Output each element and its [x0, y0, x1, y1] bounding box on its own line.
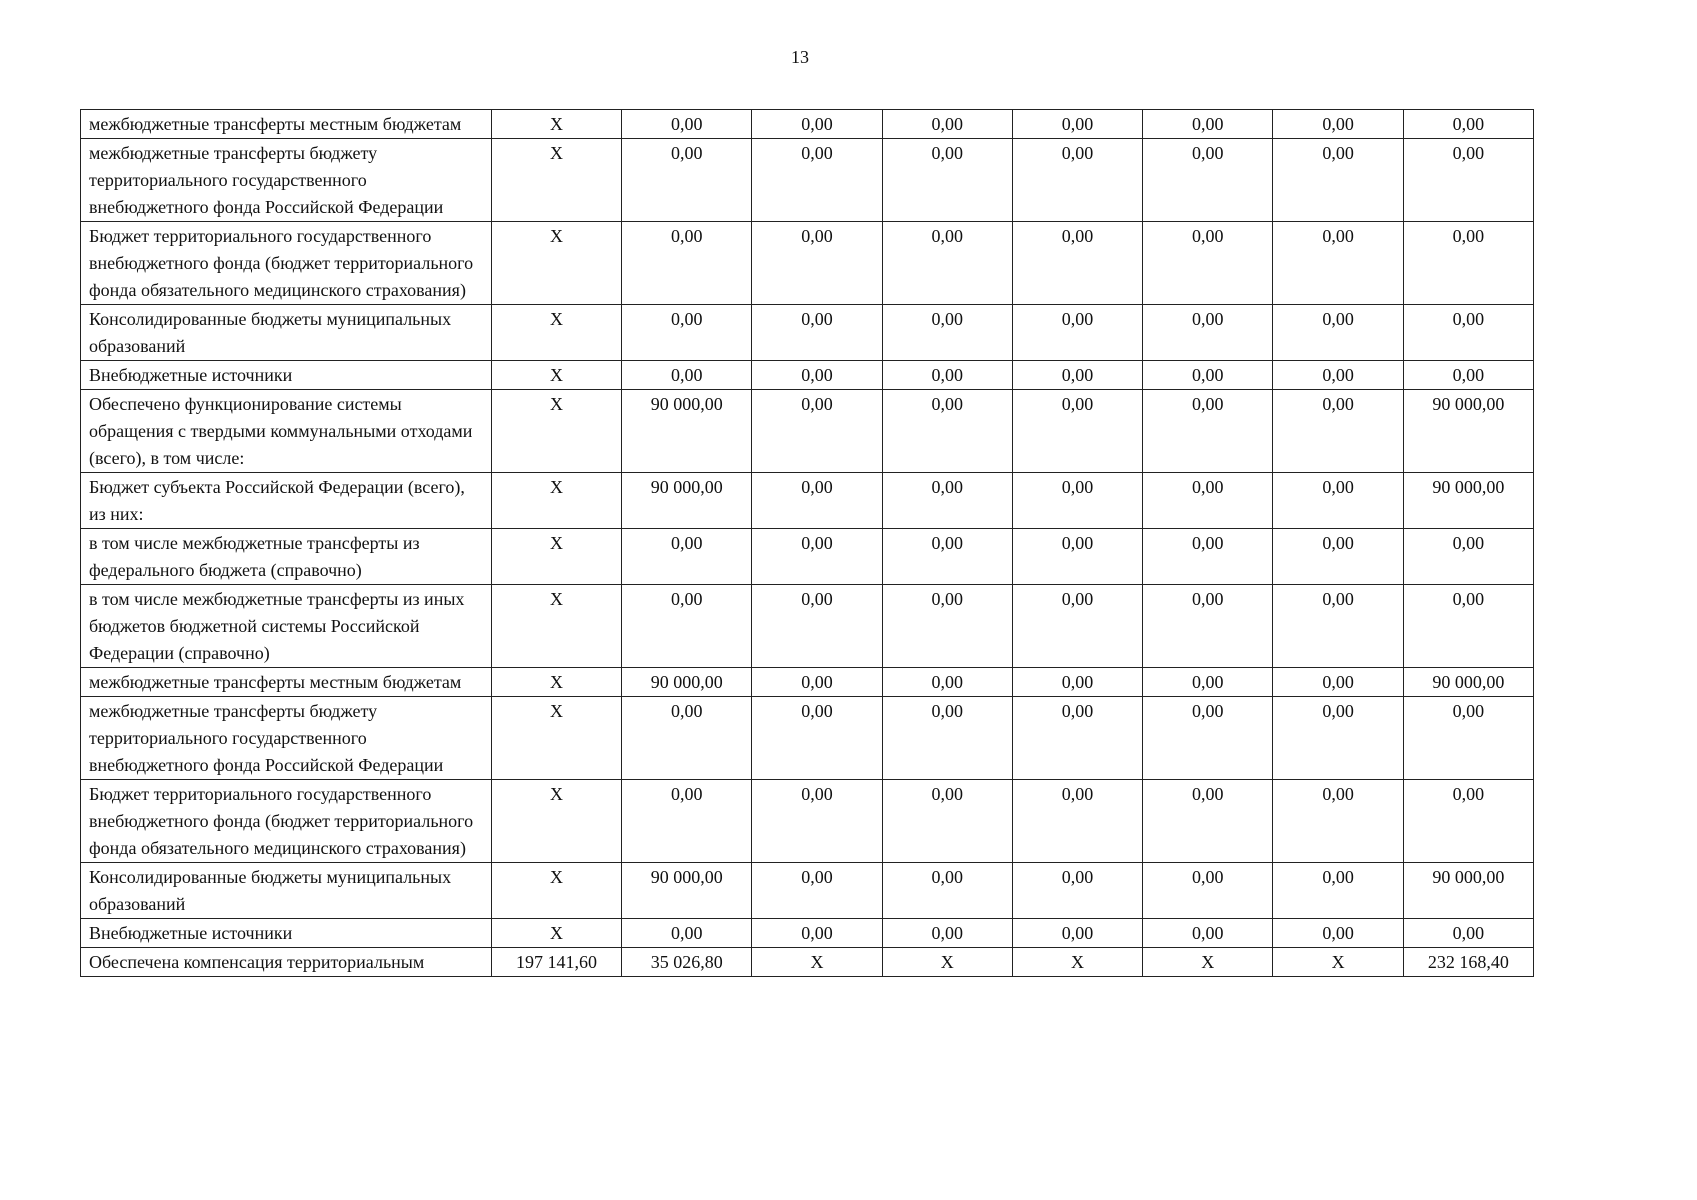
value-cell: 90 000,00 — [1403, 390, 1533, 473]
table-body — [81, 110, 1534, 977]
value-cell: 0,00 — [1143, 110, 1273, 139]
table-row — [81, 948, 1534, 977]
value-cell: 0,00 — [752, 668, 882, 697]
row-label: Консолидированные бюджеты муниципальных образований — [81, 863, 492, 919]
value-cell: 0,00 — [752, 361, 882, 390]
value-cell: 0,00 — [622, 305, 752, 361]
value-cell: 0,00 — [752, 863, 882, 919]
value-cell: 0,00 — [752, 780, 882, 863]
value-cell: 0,00 — [622, 697, 752, 780]
value-cell: 0,00 — [1012, 305, 1142, 361]
value-cell: 0,00 — [752, 697, 882, 780]
value-cell: 0,00 — [1273, 139, 1403, 222]
value-cell: 0,00 — [1273, 697, 1403, 780]
value-cell: 90 000,00 — [622, 390, 752, 473]
value-cell: 0,00 — [1273, 780, 1403, 863]
value-cell: X — [491, 361, 621, 390]
table-row — [81, 529, 1534, 585]
value-cell: X — [1143, 948, 1273, 977]
value-cell: 0,00 — [1273, 222, 1403, 305]
value-cell: 0,00 — [1012, 697, 1142, 780]
value-cell: 232 168,40 — [1403, 948, 1533, 977]
value-cell: 0,00 — [622, 585, 752, 668]
row-label: Бюджет территориального государственного внебюджетного фонда (бюджет территориального фонда обязательного медицинского страхования) — [81, 222, 492, 305]
value-cell: X — [491, 529, 621, 585]
value-cell: X — [1012, 948, 1142, 977]
value-cell: X — [491, 139, 621, 222]
budget-table — [80, 109, 1534, 977]
value-cell: X — [491, 585, 621, 668]
row-label: Обеспечена компенсация территориальным — [81, 948, 492, 977]
row-label: Внебюджетные источники — [81, 361, 492, 390]
value-cell: 0,00 — [1273, 585, 1403, 668]
page-number: 13 — [791, 47, 809, 67]
value-cell: 0,00 — [1143, 361, 1273, 390]
row-label: межбюджетные трансферты бюджету территориального государственного внебюджетного фонда Российской Федерации — [81, 697, 492, 780]
value-cell: X — [491, 390, 621, 473]
value-cell: 0,00 — [1273, 668, 1403, 697]
value-cell: 0,00 — [882, 222, 1012, 305]
value-cell: 90 000,00 — [622, 668, 752, 697]
row-label: в том числе межбюджетные трансферты из федерального бюджета (справочно) — [81, 529, 492, 585]
value-cell: 0,00 — [752, 529, 882, 585]
row-label: Консолидированные бюджеты муниципальных образований — [81, 305, 492, 361]
value-cell: 0,00 — [622, 110, 752, 139]
value-cell: 0,00 — [1273, 110, 1403, 139]
table-row — [81, 110, 1534, 139]
value-cell: 35 026,80 — [622, 948, 752, 977]
value-cell: X — [491, 668, 621, 697]
table-row — [81, 473, 1534, 529]
value-cell: 0,00 — [1012, 139, 1142, 222]
value-cell: 0,00 — [1403, 585, 1533, 668]
table-row — [81, 668, 1534, 697]
table-row — [81, 305, 1534, 361]
value-cell: 0,00 — [1012, 390, 1142, 473]
row-label: межбюджетные трансферты местным бюджетам — [81, 110, 492, 139]
value-cell: 0,00 — [882, 863, 1012, 919]
value-cell: X — [491, 863, 621, 919]
value-cell: 0,00 — [1143, 919, 1273, 948]
value-cell: 0,00 — [1273, 361, 1403, 390]
value-cell: 0,00 — [622, 361, 752, 390]
value-cell: 0,00 — [1012, 222, 1142, 305]
value-cell: 0,00 — [752, 585, 882, 668]
value-cell: 0,00 — [1403, 222, 1533, 305]
value-cell: X — [491, 780, 621, 863]
value-cell: 0,00 — [882, 697, 1012, 780]
value-cell: 0,00 — [1273, 863, 1403, 919]
value-cell: 0,00 — [882, 139, 1012, 222]
value-cell: 0,00 — [622, 222, 752, 305]
value-cell: 0,00 — [882, 473, 1012, 529]
value-cell: 0,00 — [1143, 139, 1273, 222]
value-cell: X — [1273, 948, 1403, 977]
row-label: межбюджетные трансферты бюджету территориального государственного внебюджетного фонда Российской Федерации — [81, 139, 492, 222]
value-cell: 0,00 — [1143, 390, 1273, 473]
value-cell: 0,00 — [1012, 668, 1142, 697]
value-cell: 0,00 — [1273, 529, 1403, 585]
value-cell: 0,00 — [1012, 919, 1142, 948]
value-cell: 0,00 — [1273, 305, 1403, 361]
value-cell: 0,00 — [1403, 139, 1533, 222]
value-cell: 0,00 — [1403, 361, 1533, 390]
value-cell: 0,00 — [1012, 780, 1142, 863]
value-cell: 0,00 — [752, 305, 882, 361]
value-cell: X — [491, 305, 621, 361]
value-cell: 197 141,60 — [491, 948, 621, 977]
value-cell: 0,00 — [752, 222, 882, 305]
value-cell: 90 000,00 — [1403, 863, 1533, 919]
value-cell: 0,00 — [1403, 305, 1533, 361]
value-cell: 0,00 — [882, 305, 1012, 361]
value-cell: 0,00 — [1143, 529, 1273, 585]
value-cell: 0,00 — [752, 390, 882, 473]
value-cell: 0,00 — [752, 919, 882, 948]
value-cell: 90 000,00 — [622, 473, 752, 529]
table-row — [81, 919, 1534, 948]
value-cell: 0,00 — [1403, 529, 1533, 585]
value-cell: 0,00 — [1143, 305, 1273, 361]
value-cell: 0,00 — [752, 110, 882, 139]
table-row — [81, 361, 1534, 390]
row-label: Бюджет территориального государственного внебюджетного фонда (бюджет территориального фонда обязательного медицинского страхования) — [81, 780, 492, 863]
value-cell: 0,00 — [1012, 585, 1142, 668]
value-cell: 0,00 — [752, 139, 882, 222]
value-cell: 0,00 — [1143, 668, 1273, 697]
value-cell: 0,00 — [882, 110, 1012, 139]
row-label: Обеспечено функционирование системы обращения с твердыми коммунальными отходами (всего), в том числе: — [81, 390, 492, 473]
row-label: в том числе межбюджетные трансферты из иных бюджетов бюджетной системы Российской Федерации (справочно) — [81, 585, 492, 668]
table-row — [81, 863, 1534, 919]
row-label: Бюджет субъекта Российской Федерации (всего), из них: — [81, 473, 492, 529]
value-cell: 90 000,00 — [1403, 668, 1533, 697]
table-row — [81, 585, 1534, 668]
value-cell: 0,00 — [1012, 361, 1142, 390]
value-cell: 0,00 — [882, 780, 1012, 863]
value-cell: X — [491, 222, 621, 305]
value-cell: 0,00 — [1143, 473, 1273, 529]
table-row — [81, 139, 1534, 222]
value-cell: 0,00 — [622, 529, 752, 585]
value-cell: 0,00 — [1143, 780, 1273, 863]
value-cell: 0,00 — [882, 361, 1012, 390]
value-cell: 0,00 — [882, 529, 1012, 585]
table-row — [81, 697, 1534, 780]
value-cell: 0,00 — [622, 919, 752, 948]
value-cell: 90 000,00 — [1403, 473, 1533, 529]
value-cell: 0,00 — [622, 780, 752, 863]
value-cell: 0,00 — [1403, 697, 1533, 780]
value-cell: 0,00 — [882, 919, 1012, 948]
value-cell: 0,00 — [1012, 863, 1142, 919]
value-cell: 0,00 — [1403, 919, 1533, 948]
value-cell: 0,00 — [1403, 780, 1533, 863]
value-cell: 0,00 — [1143, 863, 1273, 919]
value-cell: X — [491, 697, 621, 780]
row-label: межбюджетные трансферты местным бюджетам — [81, 668, 492, 697]
value-cell: 0,00 — [1273, 473, 1403, 529]
table-row — [81, 390, 1534, 473]
value-cell: 0,00 — [1143, 222, 1273, 305]
value-cell: X — [491, 473, 621, 529]
value-cell: 0,00 — [1143, 585, 1273, 668]
value-cell: 0,00 — [882, 390, 1012, 473]
value-cell: 0,00 — [882, 585, 1012, 668]
table-row — [81, 780, 1534, 863]
value-cell: 0,00 — [1143, 697, 1273, 780]
value-cell: 0,00 — [752, 473, 882, 529]
value-cell: X — [752, 948, 882, 977]
value-cell: 0,00 — [882, 668, 1012, 697]
value-cell: X — [491, 110, 621, 139]
value-cell: X — [491, 919, 621, 948]
value-cell: 0,00 — [1403, 110, 1533, 139]
value-cell: X — [882, 948, 1012, 977]
value-cell: 0,00 — [1273, 390, 1403, 473]
row-label: Внебюджетные источники — [81, 919, 492, 948]
value-cell: 90 000,00 — [622, 863, 752, 919]
value-cell: 0,00 — [1012, 473, 1142, 529]
value-cell: 0,00 — [1273, 919, 1403, 948]
value-cell: 0,00 — [1012, 529, 1142, 585]
value-cell: 0,00 — [622, 139, 752, 222]
table-row — [81, 222, 1534, 305]
value-cell: 0,00 — [1012, 110, 1142, 139]
